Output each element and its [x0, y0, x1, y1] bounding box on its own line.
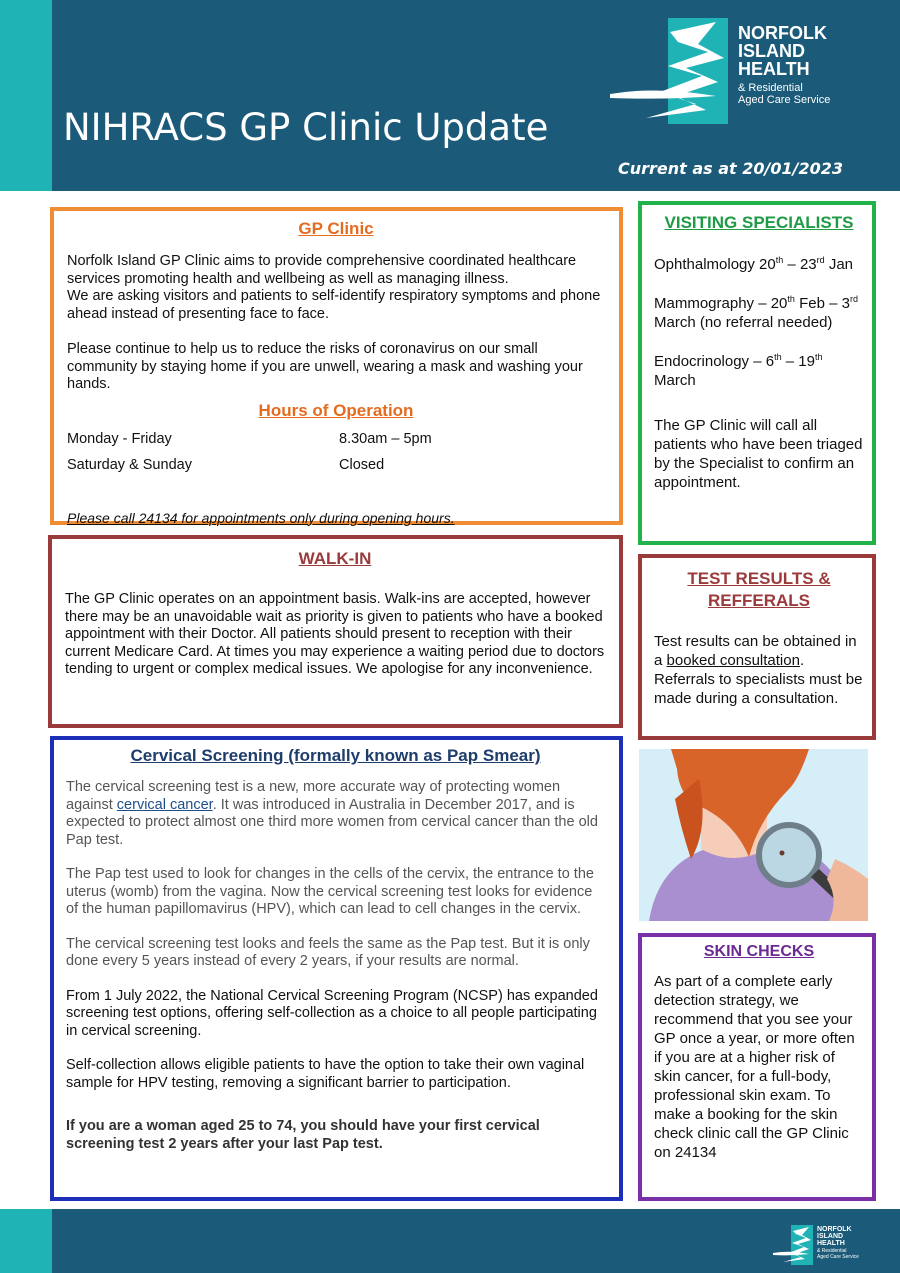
- current-as-at-date: Current as at 20/01/2023: [617, 159, 843, 178]
- test-results-text-a: Test results can be obtained in a: [654, 633, 857, 669]
- logo-text-line2: ISLAND: [738, 41, 805, 61]
- gp-clinic-title: GP Clinic: [298, 219, 374, 238]
- logo-text-line4: & Residential: [738, 82, 803, 94]
- gp-clinic-box: [50, 207, 623, 525]
- test-results-title: TEST RESULTS & REFFERALS: [687, 569, 831, 610]
- cervical-screening-box: [50, 736, 623, 1201]
- hours-row: [67, 431, 605, 448]
- oph-text-a: Ophthalmology 20: [654, 256, 776, 273]
- walk-in-title: WALK-IN: [298, 549, 372, 568]
- magnifying-glass-skin-icon: [639, 749, 868, 921]
- test-results-text-b: . Referrals to specialists must be made during a consultation.: [654, 652, 863, 707]
- norfolk-island-health-logo: [606, 14, 868, 128]
- skin-checks-title: SKIN CHECKS: [703, 943, 815, 960]
- gp-clinic-para3: Please continue to help us to reduce the risks of coronavirus on our small community by staying home if you are unwell, wearing a mask and washing your hands.: [67, 341, 583, 392]
- mam-text-c: March (no referral needed): [654, 314, 833, 331]
- endo-text-b: – 19: [781, 353, 815, 370]
- footer-logo-line3: HEALTH: [817, 1240, 845, 1247]
- gp-clinic-para2: We are asking visitors and patients to self-identify respiratory symptoms and phone ahead instead of presenting face to face.: [67, 288, 601, 322]
- logo-text-line1: NORFOLK: [738, 23, 827, 43]
- appointment-note: Please call 24134 for appointments only during opening hours.: [67, 509, 455, 526]
- gp-clinic-para1: Norfolk Island GP Clinic aims to provide comprehensive coordinated healthcare services promoting health and wellbeing as well as managing illness.: [67, 253, 577, 287]
- endo-sup1: th: [774, 352, 782, 362]
- hours-of-operation-title: Hours of Operation: [258, 400, 414, 420]
- cervical-para4: From 1 July 2022, the National Cervical Screening Program (NCSP) has expanded screening test options, offering self-collection as a choice to all people participating in cervical screening.: [66, 987, 598, 1039]
- cervical-para1-b: . It was introduced in Australia in December 2017, and is expected to protect almost one third more women from cervical cancer than the old Pap test.: [66, 796, 598, 848]
- booked-consultation-link: booked consultation: [666, 652, 800, 669]
- test-results-text: [654, 632, 864, 708]
- oph-text-b: – 23: [783, 256, 817, 273]
- mam-sup2: rd: [849, 294, 858, 304]
- ophthalmology-item: [654, 255, 864, 274]
- footer-logo-line1: NORFOLK: [817, 1226, 852, 1233]
- cervical-para5: Self-collection allows eligible patients to have the option to take their own vaginal sample for HPV testing, removing a significant barrier to participation.: [66, 1057, 585, 1091]
- header-banner: [0, 0, 900, 191]
- footer-logo-line5: Aged Care Service: [817, 1254, 859, 1260]
- teal-strip: [0, 0, 52, 191]
- footer-logo-line2: ISLAND: [817, 1233, 844, 1240]
- oph-sup2: rd: [816, 255, 825, 265]
- hours-day: Saturday & Sunday: [67, 456, 192, 473]
- logo-icon: [606, 14, 736, 128]
- skin-checks-box: [638, 933, 876, 1201]
- cervical-para2: The Pap test used to look for changes in the cells of the cervix, the entrance to the uterus (womb) from the vagina. Now the cervical screening test looks for evidence of the human papillomavirus (HPV), which can lead to cell changes in the cervix.: [66, 866, 594, 917]
- test-results-box: [638, 554, 876, 740]
- mam-text-a: Mammography – 20: [654, 295, 788, 312]
- hours-time: Closed: [339, 456, 385, 473]
- skin-check-illustration: [639, 749, 868, 921]
- endo-sup2: th: [814, 352, 823, 362]
- endo-text-a: Endocrinology – 6: [654, 353, 775, 370]
- hours-day: Monday - Friday: [67, 430, 172, 447]
- cervical-para1-a: The cervical screening test is a new, more accurate way of protecting women against: [66, 779, 561, 813]
- specialists-note: The GP Clinic will call all patients who have been triaged by the Specialist to confirm an appointment.: [654, 417, 863, 491]
- walk-in-box: [48, 535, 623, 728]
- cervical-para1: [66, 779, 605, 849]
- cervical-cancer-link[interactable]: cervical cancer: [116, 796, 213, 813]
- skin-checks-text: As part of a complete early detection strategy, we recommend that you see your GP once a year, or more often if you are at a higher risk of skin cancer, for a full-body, professional skin exam. To make a booking for the skin check clinic call the GP Clinic on 24134: [654, 973, 855, 1161]
- mammography-item: [654, 294, 864, 332]
- page-title: NIHRACS GP Clinic Update: [63, 106, 549, 149]
- footer-banner: [0, 1209, 900, 1273]
- endocrinology-item: [654, 352, 864, 390]
- oph-sup1: th: [775, 255, 784, 265]
- footer-logo-icon: [771, 1223, 815, 1267]
- footer-logo: [771, 1223, 871, 1267]
- mam-text-b: Feb – 3: [794, 295, 850, 312]
- footer-teal-strip: [0, 1209, 52, 1273]
- walk-in-text: The GP Clinic operates on an appointment basis. Walk-ins are accepted, however there may be an unavoidable wait as priority is given to patients who have a booked appointment with their Doctor. All patients should present to reception with their current Medicare Card. At times you may experience a waiting period due to doctors tending to urgent or complex medical issues. We apologise for any inconvenience.: [65, 591, 605, 677]
- mam-sup1: th: [787, 294, 795, 304]
- footer-logo-line4: & Residential: [817, 1248, 847, 1254]
- visiting-specialists-box: [638, 201, 876, 545]
- hours-row: [67, 457, 605, 474]
- logo-text-line3: HEALTH: [738, 59, 810, 79]
- cervical-screening-title: Cervical Screening (formally known as Pap Smear): [130, 746, 541, 765]
- visiting-specialists-title: VISITING SPECIALISTS: [664, 213, 854, 232]
- cervical-para6: If you are a woman aged 25 to 74, you should have your first cervical screening test 2 years after your last Pap test.: [66, 1118, 540, 1152]
- cervical-para3: The cervical screening test looks and feels the same as the Pap test. But it is only done every 5 years instead of every 2 years, if your results are normal.: [66, 935, 590, 969]
- endo-text-c: March: [654, 372, 696, 389]
- logo-text-line5: Aged Care Service: [738, 94, 831, 106]
- oph-text-c: Jan: [824, 256, 854, 273]
- hours-time: 8.30am – 5pm: [339, 430, 432, 447]
